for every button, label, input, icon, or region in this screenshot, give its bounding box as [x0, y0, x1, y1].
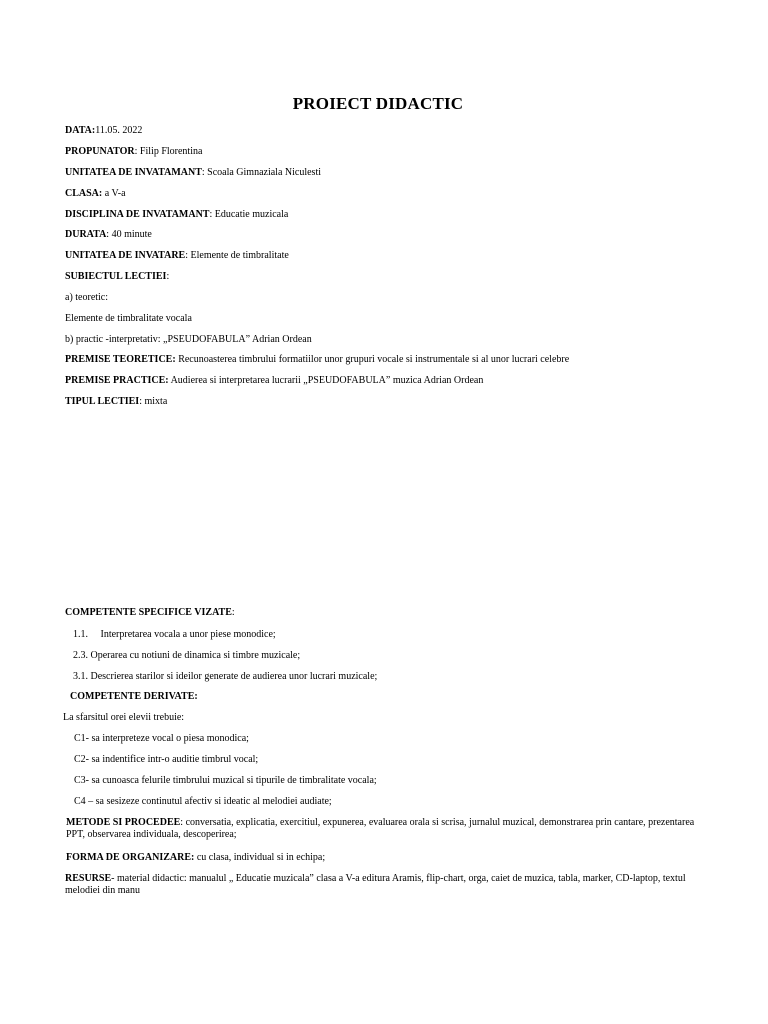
- section-label: COMPETENTE SPECIFICE VIZATE: [65, 607, 232, 618]
- field-label: UNITATEA DE INVATARE: [65, 250, 186, 261]
- subject-line-topic: Elemente de timbralitate vocala: [65, 313, 192, 324]
- field-clasa: [65, 188, 126, 200]
- field-value: :: [166, 271, 170, 282]
- field-propunator: [65, 146, 202, 158]
- field-value: : Filip Florentina: [134, 146, 203, 157]
- field-label: DATA:: [65, 125, 96, 136]
- metode-si-procedee: [66, 817, 711, 841]
- field-label: SUBIECTUL LECTIEI: [65, 271, 167, 282]
- field-label: UNITATEA DE INVATAMANT: [65, 167, 202, 178]
- section-label: RESURSE: [65, 873, 112, 884]
- section-label: METODE SI PROCEDEE: [66, 817, 181, 828]
- page-title: PROIECT DIDACTIC: [292, 94, 464, 113]
- resurse: [65, 873, 710, 897]
- field-unitatea-invatamant: [65, 167, 321, 179]
- list-item: C4 – sa sesizeze continutul afectiv si ideatic al melodiei audiate;: [74, 796, 332, 807]
- list-item: 1.1. Interpretarea vocala a unor piese monodice;: [73, 629, 276, 640]
- subject-line-theoretic: a) teoretic:: [65, 292, 109, 303]
- list-item: C2- sa indentifice intr-o auditie timbrul vocal;: [74, 754, 259, 765]
- field-subiectul: [65, 271, 169, 283]
- section-label: FORMA DE ORGANIZARE:: [66, 852, 195, 863]
- field-unitatea-invatare: [65, 250, 289, 262]
- competente-derivate-heading: COMPETENTE DERIVATE:: [70, 691, 198, 702]
- list-item: C3- sa cunoasca felurile timbrului muzical si tipurile de timbralitate vocala;: [74, 775, 377, 786]
- field-tipul-lectiei: [65, 396, 167, 408]
- field-value: 11.05. 2022: [95, 125, 143, 136]
- field-label: PROPUNATOR: [65, 146, 135, 157]
- field-value: : Educatie muzicala: [209, 209, 289, 220]
- field-label: PREMISE PRACTICE:: [65, 375, 169, 386]
- section-value: cu clasa, individual si in echipa;: [194, 852, 326, 863]
- section-value: - material didactic: manualul „ Educatie muzicala” clasa a V-a editura Aramis, flip-chart, orga, caiet de muzica, tabla, marker, CD-laptop, textul melodiei din manu: [65, 873, 686, 896]
- field-durata: [65, 229, 152, 241]
- subject-line-practic: b) practic -interpretativ: „PSEUDOFABULA” Adrian Ordean: [65, 334, 312, 345]
- forma-de-organizare: [66, 852, 325, 864]
- field-label: PREMISE TEORETICE:: [65, 354, 176, 365]
- list-item: 3.1. Descrierea starilor si ideilor generate de audierea unor lucrari muzicale;: [73, 671, 378, 682]
- field-premise-practice: [65, 375, 483, 387]
- field-value: : mixta: [139, 396, 168, 407]
- field-data: [65, 125, 142, 137]
- field-premise-teoretice: [65, 354, 569, 366]
- field-value: : Elemente de timbralitate: [185, 250, 289, 261]
- field-value: a V-a: [102, 188, 126, 199]
- field-value: Audierea si interpretarea lucrarii „PSEUDOFABULA” muzica Adrian Ordean: [168, 375, 484, 386]
- list-item: 2.3. Operarea cu notiuni de dinamica si timbre muzicale;: [73, 650, 301, 661]
- field-label: CLASA:: [65, 188, 103, 199]
- field-label: DISCIPLINA DE INVATAMANT: [65, 209, 210, 220]
- list-item: C1- sa interpreteze vocal o piesa monodica;: [74, 733, 249, 744]
- field-label: DURATA: [65, 229, 107, 240]
- field-label: TIPUL LECTIEI: [65, 396, 140, 407]
- section-suffix: :: [231, 607, 235, 618]
- competente-derivate-intro: La sfarsitul orei elevii trebuie:: [63, 712, 185, 723]
- field-value: Recunoasterea timbrului formatiilor unor grupuri vocale si instrumentale si al unor lucrari celebre: [175, 354, 570, 365]
- field-value: : Scoala Gimnaziala Niculesti: [201, 167, 322, 178]
- competente-specifice-heading: [65, 607, 235, 619]
- section-value: : conversatia, explicatia, exercitiul, expunerea, evaluarea orala si scrisa, jurnalul muzical, demonstrarea prin cantare, prezentarea PPT, observarea individuala, descoperirea;: [66, 817, 695, 840]
- field-value: : 40 minute: [106, 229, 152, 240]
- field-disciplina: [65, 209, 288, 221]
